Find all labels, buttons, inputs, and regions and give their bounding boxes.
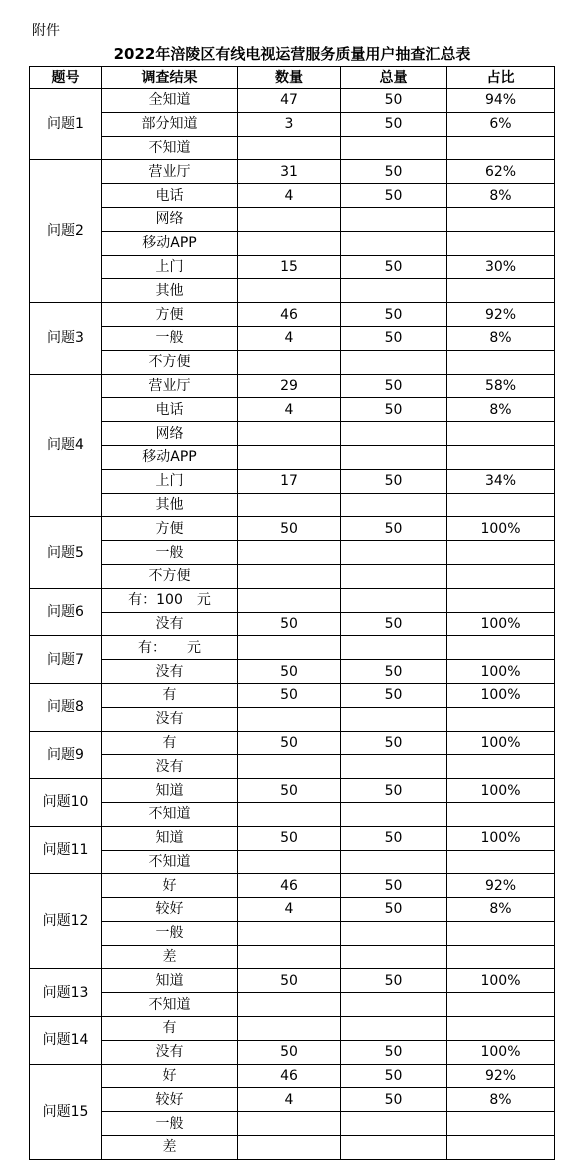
- table-row: [30, 898, 555, 922]
- count-cell: [238, 541, 341, 565]
- total-cell: 50: [341, 1088, 447, 1112]
- total-cell: [341, 802, 447, 826]
- count-cell: 50: [238, 731, 341, 755]
- total-cell: [341, 993, 447, 1017]
- total-cell: [341, 921, 447, 945]
- total-cell: 50: [341, 469, 447, 493]
- table-row: [30, 683, 555, 707]
- question-number-cell: 问题10: [30, 779, 102, 827]
- count-cell: 4: [238, 326, 341, 350]
- table-row: [30, 636, 555, 660]
- table-row: [30, 993, 555, 1017]
- question-number-cell: 问题7: [30, 636, 102, 684]
- count-cell: [238, 231, 341, 255]
- ratio-cell: 8%: [447, 398, 555, 422]
- result-cell: 不知道: [102, 993, 238, 1017]
- table-row: [30, 422, 555, 446]
- count-cell: [238, 850, 341, 874]
- total-cell: [341, 1136, 447, 1160]
- table-row: [30, 445, 555, 469]
- question-number-cell: 问题4: [30, 374, 102, 517]
- table-row: [30, 398, 555, 422]
- result-cell: 部分知道: [102, 112, 238, 136]
- table-row: [30, 303, 555, 327]
- count-cell: [238, 493, 341, 517]
- table-row: [30, 350, 555, 374]
- total-cell: [341, 707, 447, 731]
- total-cell: [341, 136, 447, 160]
- result-cell: 有：100 元: [102, 588, 238, 612]
- ratio-cell: [447, 207, 555, 231]
- table-row: [30, 374, 555, 398]
- count-cell: [238, 707, 341, 731]
- total-cell: 50: [341, 326, 447, 350]
- total-cell: [341, 850, 447, 874]
- table-row: [30, 707, 555, 731]
- count-cell: 50: [238, 683, 341, 707]
- result-cell: 差: [102, 945, 238, 969]
- total-cell: [341, 422, 447, 446]
- table-row: [30, 1040, 555, 1064]
- result-cell: 不方便: [102, 350, 238, 374]
- total-cell: 50: [341, 398, 447, 422]
- document-title: 2022年涪陵区有线电视运营服务质量用户抽查汇总表: [113, 45, 471, 63]
- survey-summary-table: [29, 66, 555, 1160]
- total-cell: 50: [341, 660, 447, 684]
- count-cell: 3: [238, 112, 341, 136]
- result-cell: 移动APP: [102, 445, 238, 469]
- total-cell: 50: [341, 184, 447, 208]
- table-row: [30, 112, 555, 136]
- question-number-cell: 问题9: [30, 731, 102, 779]
- result-cell: 知道: [102, 779, 238, 803]
- result-cell: 有: [102, 731, 238, 755]
- result-cell: 没有: [102, 755, 238, 779]
- total-cell: 50: [341, 374, 447, 398]
- ratio-cell: [447, 707, 555, 731]
- column-header-result: 调查结果: [102, 67, 238, 89]
- ratio-cell: [447, 636, 555, 660]
- total-cell: 50: [341, 89, 447, 113]
- table-row: [30, 588, 555, 612]
- count-cell: 50: [238, 779, 341, 803]
- total-cell: 50: [341, 112, 447, 136]
- result-cell: 没有: [102, 612, 238, 636]
- total-cell: 50: [341, 683, 447, 707]
- result-cell: 移动APP: [102, 231, 238, 255]
- ratio-cell: 62%: [447, 160, 555, 184]
- total-cell: 50: [341, 255, 447, 279]
- count-cell: 4: [238, 398, 341, 422]
- count-cell: [238, 945, 341, 969]
- table-row: [30, 874, 555, 898]
- table-row: [30, 136, 555, 160]
- total-cell: 50: [341, 612, 447, 636]
- count-cell: 29: [238, 374, 341, 398]
- count-cell: 50: [238, 826, 341, 850]
- count-cell: 15: [238, 255, 341, 279]
- count-cell: 4: [238, 1088, 341, 1112]
- table-row: [30, 612, 555, 636]
- total-cell: 50: [341, 969, 447, 993]
- result-cell: 一般: [102, 541, 238, 565]
- result-cell: 有: [102, 1017, 238, 1041]
- table-row: [30, 850, 555, 874]
- question-number-cell: 问题15: [30, 1064, 102, 1159]
- table-row: [30, 660, 555, 684]
- table-row: [30, 826, 555, 850]
- ratio-cell: [447, 564, 555, 588]
- ratio-cell: 8%: [447, 326, 555, 350]
- count-cell: 17: [238, 469, 341, 493]
- column-header-count: 数量: [238, 67, 341, 89]
- total-cell: 50: [341, 1040, 447, 1064]
- result-cell: 上门: [102, 469, 238, 493]
- table-row: [30, 1112, 555, 1136]
- ratio-cell: [447, 755, 555, 779]
- ratio-cell: [447, 850, 555, 874]
- ratio-cell: [447, 993, 555, 1017]
- result-cell: 没有: [102, 707, 238, 731]
- result-cell: 没有: [102, 1040, 238, 1064]
- ratio-cell: [447, 921, 555, 945]
- total-cell: [341, 1017, 447, 1041]
- ratio-cell: [447, 1112, 555, 1136]
- question-number-cell: 问题12: [30, 874, 102, 969]
- count-cell: [238, 207, 341, 231]
- total-cell: 50: [341, 826, 447, 850]
- result-cell: 一般: [102, 326, 238, 350]
- count-cell: 4: [238, 184, 341, 208]
- count-cell: 50: [238, 1040, 341, 1064]
- result-cell: 不方便: [102, 564, 238, 588]
- table-row: [30, 1064, 555, 1088]
- ratio-cell: [447, 945, 555, 969]
- ratio-cell: [447, 802, 555, 826]
- total-cell: [341, 493, 447, 517]
- total-cell: [341, 541, 447, 565]
- result-cell: 营业厅: [102, 374, 238, 398]
- total-cell: [341, 755, 447, 779]
- column-header-total: 总量: [341, 67, 447, 89]
- total-cell: 50: [341, 731, 447, 755]
- ratio-cell: [447, 422, 555, 446]
- result-cell: 好: [102, 1064, 238, 1088]
- ratio-cell: 92%: [447, 303, 555, 327]
- ratio-cell: [447, 279, 555, 303]
- count-cell: 50: [238, 969, 341, 993]
- ratio-cell: 30%: [447, 255, 555, 279]
- ratio-cell: [447, 1017, 555, 1041]
- result-cell: 方便: [102, 517, 238, 541]
- result-cell: 一般: [102, 921, 238, 945]
- ratio-cell: 100%: [447, 660, 555, 684]
- table-row: [30, 541, 555, 565]
- table-row: [30, 89, 555, 113]
- ratio-cell: [447, 1136, 555, 1160]
- total-cell: 50: [341, 1064, 447, 1088]
- ratio-cell: 58%: [447, 374, 555, 398]
- count-cell: [238, 136, 341, 160]
- result-cell: 一般: [102, 1112, 238, 1136]
- table-row: [30, 1088, 555, 1112]
- count-cell: [238, 802, 341, 826]
- ratio-cell: 6%: [447, 112, 555, 136]
- table-row: [30, 160, 555, 184]
- result-cell: 有: [102, 683, 238, 707]
- count-cell: 31: [238, 160, 341, 184]
- result-cell: 营业厅: [102, 160, 238, 184]
- count-cell: [238, 350, 341, 374]
- result-cell: 知道: [102, 969, 238, 993]
- table-header-row: [30, 67, 555, 89]
- result-cell: 好: [102, 874, 238, 898]
- ratio-cell: 100%: [447, 1040, 555, 1064]
- count-cell: [238, 588, 341, 612]
- count-cell: [238, 993, 341, 1017]
- result-cell: 网络: [102, 422, 238, 446]
- ratio-cell: 100%: [447, 517, 555, 541]
- result-cell: 不知道: [102, 850, 238, 874]
- result-cell: 较好: [102, 1088, 238, 1112]
- result-cell: 上门: [102, 255, 238, 279]
- total-cell: [341, 636, 447, 660]
- ratio-cell: [447, 493, 555, 517]
- total-cell: [341, 231, 447, 255]
- ratio-cell: [447, 445, 555, 469]
- table-row: [30, 184, 555, 208]
- total-cell: 50: [341, 779, 447, 803]
- ratio-cell: 100%: [447, 731, 555, 755]
- ratio-cell: 8%: [447, 898, 555, 922]
- total-cell: 50: [341, 517, 447, 541]
- table-row: [30, 493, 555, 517]
- result-cell: 不知道: [102, 802, 238, 826]
- ratio-cell: [447, 231, 555, 255]
- count-cell: 46: [238, 1064, 341, 1088]
- table-row: [30, 255, 555, 279]
- table-row: [30, 802, 555, 826]
- question-number-cell: 问题14: [30, 1017, 102, 1065]
- result-cell: 其他: [102, 279, 238, 303]
- table-body: [30, 89, 555, 1160]
- count-cell: [238, 1017, 341, 1041]
- question-number-cell: 问题11: [30, 826, 102, 874]
- count-cell: [238, 921, 341, 945]
- count-cell: 47: [238, 89, 341, 113]
- result-cell: 知道: [102, 826, 238, 850]
- total-cell: [341, 1112, 447, 1136]
- total-cell: [341, 564, 447, 588]
- count-cell: [238, 564, 341, 588]
- table-row: [30, 1136, 555, 1160]
- ratio-cell: 94%: [447, 89, 555, 113]
- table-row: [30, 469, 555, 493]
- ratio-cell: [447, 588, 555, 612]
- table-row: [30, 207, 555, 231]
- table-row: [30, 279, 555, 303]
- table-row: [30, 1017, 555, 1041]
- ratio-cell: [447, 541, 555, 565]
- ratio-cell: 8%: [447, 1088, 555, 1112]
- result-cell: 有： 元: [102, 636, 238, 660]
- result-cell: 电话: [102, 398, 238, 422]
- column-header-question: 题号: [30, 67, 102, 89]
- total-cell: [341, 945, 447, 969]
- count-cell: 50: [238, 660, 341, 684]
- ratio-cell: 8%: [447, 184, 555, 208]
- total-cell: 50: [341, 874, 447, 898]
- count-cell: [238, 422, 341, 446]
- result-cell: 不知道: [102, 136, 238, 160]
- result-cell: 其他: [102, 493, 238, 517]
- total-cell: [341, 350, 447, 374]
- attachment-label: 附件: [32, 23, 60, 39]
- table-row: [30, 731, 555, 755]
- ratio-cell: 100%: [447, 683, 555, 707]
- table-row: [30, 921, 555, 945]
- ratio-cell: [447, 350, 555, 374]
- ratio-cell: 100%: [447, 826, 555, 850]
- table-row: [30, 779, 555, 803]
- result-cell: 全知道: [102, 89, 238, 113]
- result-cell: 电话: [102, 184, 238, 208]
- table-row: [30, 755, 555, 779]
- ratio-cell: 34%: [447, 469, 555, 493]
- count-cell: [238, 755, 341, 779]
- count-cell: 50: [238, 517, 341, 541]
- question-number-cell: 问题8: [30, 683, 102, 731]
- ratio-cell: 92%: [447, 874, 555, 898]
- result-cell: 没有: [102, 660, 238, 684]
- count-cell: [238, 1136, 341, 1160]
- question-number-cell: 问题5: [30, 517, 102, 588]
- total-cell: 50: [341, 898, 447, 922]
- result-cell: 较好: [102, 898, 238, 922]
- count-cell: [238, 445, 341, 469]
- count-cell: 50: [238, 612, 341, 636]
- result-cell: 方便: [102, 303, 238, 327]
- table-row: [30, 231, 555, 255]
- column-header-ratio: 占比: [447, 67, 555, 89]
- total-cell: [341, 207, 447, 231]
- count-cell: 4: [238, 898, 341, 922]
- total-cell: 50: [341, 160, 447, 184]
- ratio-cell: 100%: [447, 612, 555, 636]
- table-row: [30, 517, 555, 541]
- table-row: [30, 326, 555, 350]
- count-cell: [238, 1112, 341, 1136]
- ratio-cell: 92%: [447, 1064, 555, 1088]
- result-cell: 网络: [102, 207, 238, 231]
- question-number-cell: 问题13: [30, 969, 102, 1017]
- total-cell: 50: [341, 303, 447, 327]
- table-row: [30, 945, 555, 969]
- ratio-cell: [447, 136, 555, 160]
- count-cell: 46: [238, 303, 341, 327]
- count-cell: 46: [238, 874, 341, 898]
- question-number-cell: 问题1: [30, 89, 102, 160]
- ratio-cell: 100%: [447, 779, 555, 803]
- question-number-cell: 问题2: [30, 160, 102, 303]
- table-row: [30, 969, 555, 993]
- total-cell: [341, 279, 447, 303]
- table-row: [30, 564, 555, 588]
- total-cell: [341, 588, 447, 612]
- total-cell: [341, 445, 447, 469]
- result-cell: 差: [102, 1136, 238, 1160]
- ratio-cell: 100%: [447, 969, 555, 993]
- count-cell: [238, 279, 341, 303]
- question-number-cell: 问题6: [30, 588, 102, 636]
- count-cell: [238, 636, 341, 660]
- question-number-cell: 问题3: [30, 303, 102, 374]
